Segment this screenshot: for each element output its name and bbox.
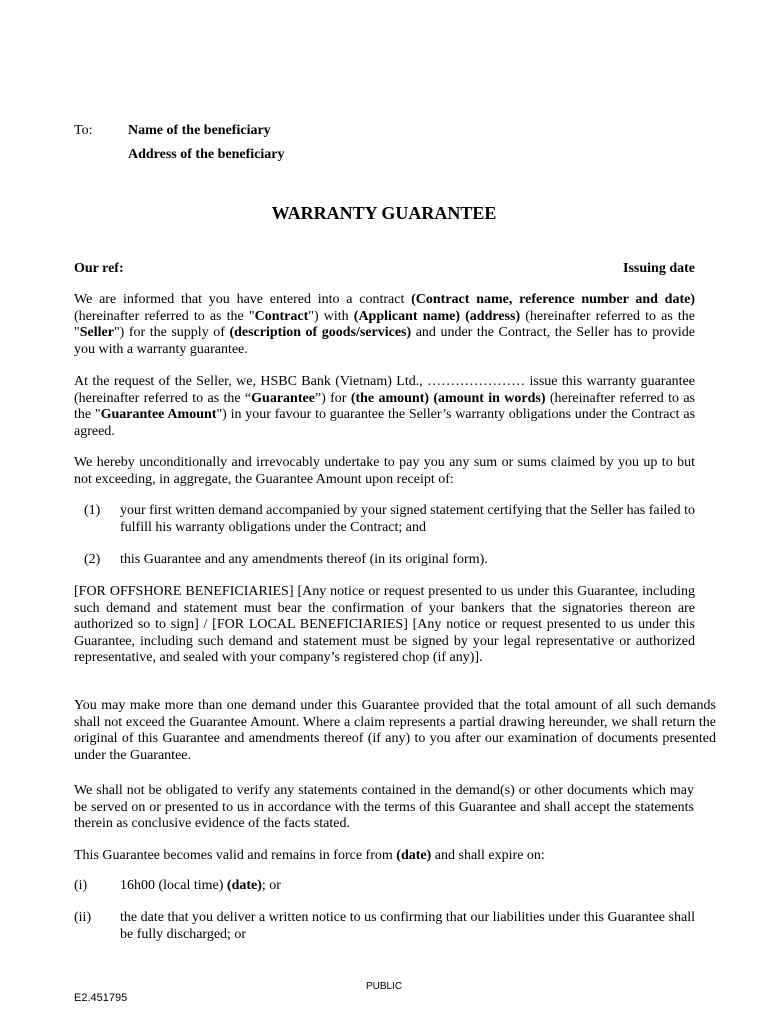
our-ref-label: Our ref:	[74, 261, 124, 276]
guarantee-amount-term: Guarantee Amount	[100, 407, 217, 422]
contract-name-placeholder: (Contract name, reference number and date)	[411, 292, 695, 307]
expiry-item	[74, 878, 695, 895]
text-run: At the request of the Seller, we, HSBC Bank (Vietnam) Ltd., ………………… issue this warranty guarantee (hereinafter referred to as the “	[74, 374, 695, 406]
amount-placeholder: (the amount) (amount in words)	[350, 390, 546, 406]
expiry-item-text	[120, 878, 695, 895]
text-run: ; or	[261, 878, 281, 893]
verification-paragraph: We shall not be obligated to verify any statements contained in the demand(s) or other documents which may be served on or presented to us in accordance with the terms of this Guarantee and shall accept the statements therein as conclusive evidence of the facts stated.	[74, 783, 694, 831]
text-run: ") in your favour to guarantee the Seller’s warranty obligations under the Contract as agreed.	[74, 407, 696, 439]
text-run: (hereinafter referred to as the "	[74, 390, 696, 422]
applicant-placeholder: (Applicant name) (address)	[353, 308, 521, 324]
document-code: E2.451795	[74, 992, 128, 1004]
reference-row	[74, 261, 695, 278]
expiry-item-text: the date that you deliver a written notice to us confirming that our liabilities under this Guarantee shall be fully discharged; or	[120, 910, 695, 942]
contract-term: Contract	[254, 308, 309, 324]
guarantee-term: Guarantee	[251, 390, 315, 406]
issuance-paragraph	[74, 374, 695, 440]
beneficiaries-paragraph: [FOR OFFSHORE BENEFICIARIES] [Any notice or request presented to us under this Guarantee, including such demand and statement must bear the confirmation of your bankers that the signatories thereon are authorized so to sign] / [FOR LOCAL BENEFICIARIES] [Any notice or request presented to us under this Guarantee, including such demand and statement must be signed by your legal representative or authorized representative, and sealed with your company’s registered chop (if any)].	[74, 584, 695, 665]
text-run: This Guarantee becomes valid and remains in force from	[74, 848, 397, 863]
list-item	[74, 503, 695, 536]
seller-term: Seller	[79, 325, 114, 340]
list-item-number: (2)	[84, 552, 101, 567]
list-item-number: (1)	[84, 503, 101, 518]
document-title: WARRANTY GUARANTEE	[271, 203, 497, 223]
expiry-item-number: (i)	[74, 878, 88, 893]
beneficiary-name: Name of the beneficiary	[128, 123, 271, 138]
date-placeholder: (date)	[396, 848, 432, 863]
contract-paragraph	[74, 292, 695, 358]
beneficiary-address: Address of the beneficiary	[128, 147, 285, 162]
text-run: We are informed that you have entered into a contract	[74, 292, 412, 307]
list-item	[74, 552, 695, 569]
undertaking-paragraph: We hereby unconditionally and irrevocably undertake to pay you any sum or sums claimed by you up to but not exceeding, in aggregate, the Guarantee Amount upon receipt of:	[74, 455, 695, 487]
text-run: and under the Contract, the Seller has to provide you with a warranty guarantee.	[74, 325, 695, 357]
date-placeholder: (date)	[226, 878, 262, 893]
text-run: ") for the supply of	[113, 325, 230, 340]
text-run: ”) for	[314, 390, 351, 406]
text-run: (hereinafter referred to as the "	[74, 308, 255, 324]
validity-paragraph	[74, 848, 695, 865]
text-run: and shall expire on:	[431, 848, 545, 863]
list-item-text: your first written demand accompanied by your signed statement certifying that the Seller has failed to fulfill his warranty obligations under the Contract; and	[120, 503, 695, 535]
list-item-text: this Guarantee and any amendments thereof (in its original form).	[120, 552, 488, 567]
to-label: To:	[74, 123, 93, 138]
text-run: 16h00 (local time)	[120, 878, 227, 893]
text-run: ") with	[308, 308, 354, 324]
expiry-item	[74, 910, 695, 943]
classification-label: PUBLIC	[365, 981, 403, 992]
demands-paragraph: You may make more than one demand under this Guarantee provided that the total amount of all such demands shall not exceed the Guarantee Amount. Where a claim represents a partial drawing hereunder, we shall return the original of this Guarantee and amendments thereof (if any) to you after our examination of documents presented under the Guarantee.	[74, 698, 716, 763]
issuing-date-label: Issuing date	[623, 261, 695, 276]
text-run: (hereinafter referred to as the "	[74, 308, 695, 340]
expiry-item-number: (ii)	[74, 910, 92, 925]
goods-placeholder: (description of goods/services)	[229, 325, 412, 340]
